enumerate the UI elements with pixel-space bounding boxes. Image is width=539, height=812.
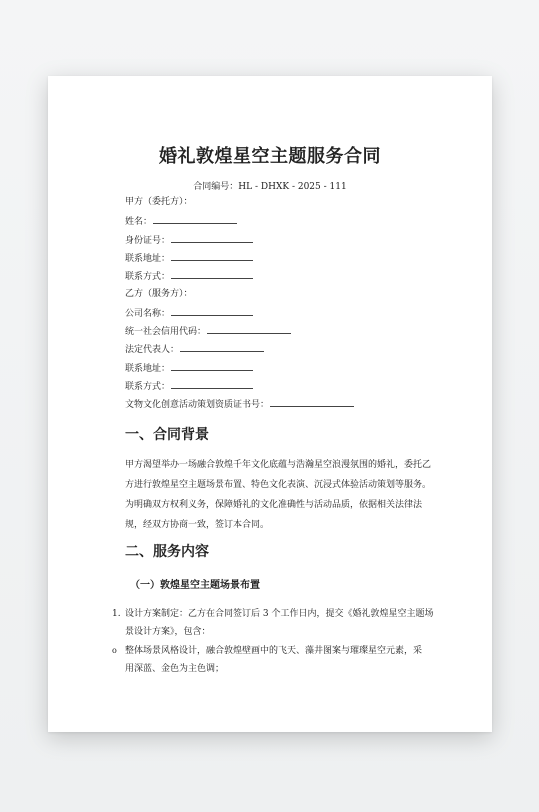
party-a-contact-field: 联系方式： (125, 269, 253, 283)
list-line: 整体场景风格设计，融合敦煌壁画中的飞天、藻井图案与璀璨星空元素，采 (125, 646, 423, 656)
party-a-address-field: 联系地址： (125, 251, 253, 265)
party-b-heading: 乙方（服务方）： (125, 289, 193, 299)
party-a-heading: 甲方（委托方）： (125, 197, 193, 207)
list-line: 景设计方案》，包含： (125, 627, 211, 637)
circle-bullet-icon: o (112, 646, 117, 655)
party-b-contact-field: 联系方式： (125, 379, 253, 393)
section-2-heading: 二、服务内容 (125, 544, 209, 560)
fill-blank (171, 233, 253, 243)
party-a-id-field: 身份证号： (125, 233, 253, 247)
party-b-credit-code-field: 统一社会信用代码： (125, 324, 291, 338)
paragraph-line: 规，经双方协商一致，签订本合同。 (125, 520, 270, 530)
fill-blank (153, 214, 237, 224)
fill-blank (171, 361, 253, 371)
list-line: 设计方案制定：乙方在合同签订后 3 个工作日内，提交《婚礼敦煌星空主题场 (125, 609, 434, 619)
paragraph-line: 为明确双方权利义务，保障婚礼的文化准确性与活动品质，依据相关法律法 (125, 500, 423, 510)
list-number: 1. (112, 609, 121, 619)
contract-number: 合同编号：HL - DHXK - 2025 - 111 (193, 182, 347, 192)
bullet-list-item (112, 642, 472, 678)
party-b-legal-rep-field: 法定代表人： (125, 342, 264, 356)
fill-blank (207, 324, 291, 334)
section-1-paragraph (125, 455, 471, 535)
section-1-heading: 一、合同背景 (125, 427, 209, 443)
paragraph-line: 方进行敦煌星空主题场景布置、特色文化表演、沉浸式体验活动策划等服务。 (125, 480, 432, 490)
fill-blank (270, 397, 354, 407)
fill-blank (171, 379, 253, 389)
fill-blank (180, 342, 264, 352)
paragraph-line: 甲方渴望举办一场融合敦煌千年文化底蕴与浩瀚星空浪漫氛围的婚礼，委托乙 (125, 460, 432, 470)
fill-blank (171, 251, 253, 261)
fill-blank (171, 269, 253, 279)
party-b-address-field: 联系地址： (125, 361, 253, 375)
subsection-1-heading: （一）敦煌星空主题场景布置 (130, 580, 260, 591)
party-b-cert-field: 文物文化创意活动策划资质证书号： (125, 397, 354, 411)
list-line: 用深蓝、金色为主色调； (125, 664, 225, 674)
fill-blank (171, 306, 253, 316)
numbered-list-item (112, 605, 472, 641)
party-b-company-field: 公司名称： (125, 306, 253, 320)
party-a-name-field: 姓名： (125, 214, 237, 228)
document-title: 婚礼敦煌星空主题服务合同 (159, 146, 381, 167)
contract-page (48, 76, 492, 732)
